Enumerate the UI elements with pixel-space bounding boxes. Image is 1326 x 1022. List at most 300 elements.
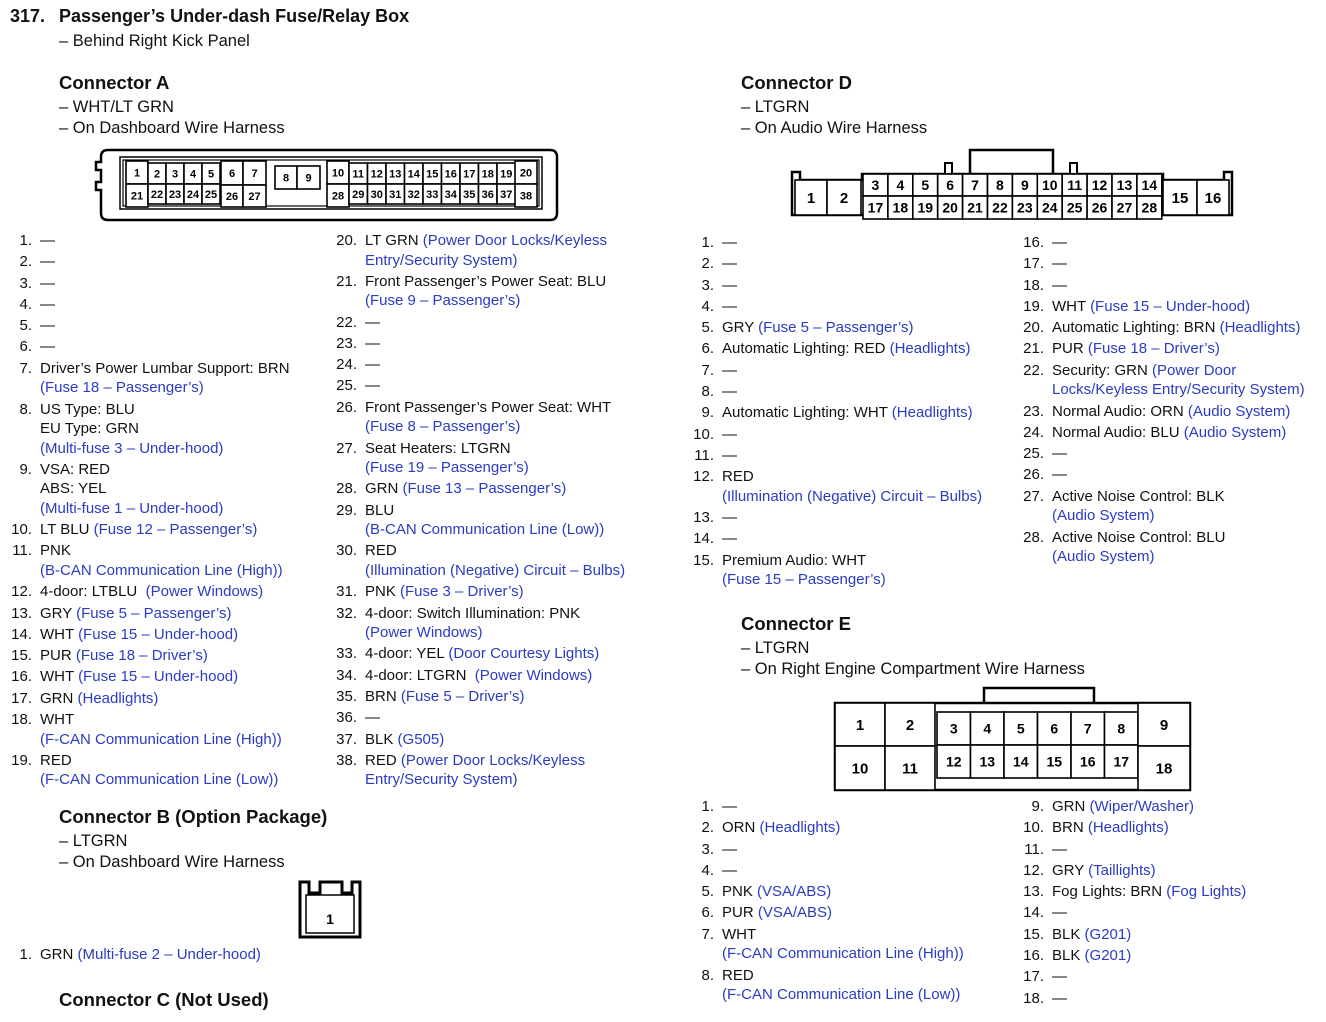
pin-list-item	[320, 541, 625, 580]
pin-list-item	[0, 541, 290, 580]
pin-label: 20	[942, 199, 958, 216]
circuit-reference: (F-CAN Communication Line (Low))	[40, 771, 279, 789]
pin-list-item	[0, 316, 290, 336]
wire-description: —	[40, 338, 55, 356]
circuit-reference: (Headlights)	[889, 340, 971, 358]
pin-label: 11	[902, 760, 918, 778]
pin-list-item	[680, 508, 982, 528]
connector-a-pin-list-2	[320, 231, 625, 792]
pin-number: 21.	[1023, 340, 1044, 358]
pin-list-item	[680, 925, 964, 964]
pin-number: 34.	[336, 666, 357, 684]
wire-description: —	[1052, 968, 1067, 986]
circuit-reference: (Audio System)	[1187, 402, 1291, 420]
pin-label: 5	[1016, 720, 1025, 737]
pin-number: 7.	[701, 925, 714, 943]
pin-label: 30	[370, 188, 383, 201]
pin-list-item	[0, 520, 290, 540]
connector-e-heading: Connector E	[741, 613, 851, 634]
connector-d-latch	[970, 150, 1053, 174]
wire-description: 4-door: LTGRN	[365, 666, 475, 684]
pin-list-item	[1000, 254, 1305, 274]
pin-list-item	[680, 425, 982, 445]
pin-label: 7	[1083, 720, 1092, 737]
pin-label: 7	[971, 177, 979, 194]
circuit-reference: (G201)	[1084, 947, 1132, 965]
wire-description: WHT	[722, 925, 757, 943]
pin-list-item	[320, 604, 625, 643]
circuit-reference: (Multi-fuse 2 – Under-hood)	[77, 946, 261, 963]
wire-description: VSA: RED	[40, 460, 111, 478]
pin-number: 9.	[19, 460, 32, 478]
connector-a-heading: Connector A	[59, 72, 170, 93]
pin-label: 23	[1017, 199, 1033, 216]
wire-description: Automatic Lighting: RED	[722, 340, 890, 358]
pin-label: 4	[983, 720, 992, 737]
pin-label: 35	[463, 188, 476, 201]
wire-description: GRN	[1052, 798, 1090, 815]
page-subtitle: – Behind Right Kick Panel	[59, 32, 250, 50]
pin-list-item	[0, 252, 290, 272]
pin-number: 24.	[1023, 423, 1044, 441]
circuit-reference: (F-CAN Communication Line (High))	[40, 730, 282, 748]
pin-label: 32	[407, 188, 420, 201]
pin-number: 1.	[701, 798, 714, 815]
wire-description: GRY	[40, 604, 77, 622]
pin-label: 36	[481, 188, 494, 201]
wire-description: Normal Audio: BLU	[1052, 423, 1184, 441]
wire-description: Normal Audio: ORN	[1052, 402, 1188, 420]
pin-list-item	[0, 945, 261, 965]
pin-number: 10.	[11, 521, 32, 539]
wire-description: 4-door: YEL	[365, 645, 449, 663]
pin-list-item	[1000, 233, 1305, 253]
wire-description: Front Passenger’s Power Seat: WHT	[365, 398, 612, 416]
pin-label: 8	[996, 177, 1004, 194]
pin-number: 1.	[19, 946, 32, 963]
connector-b-harness: – On Dashboard Wire Harness	[59, 853, 285, 871]
pin-label: 16	[1204, 189, 1222, 207]
connector-d-pin-list-2	[1000, 233, 1305, 568]
pin-number: 35.	[336, 687, 357, 705]
pin-number: 37.	[336, 730, 357, 748]
pin-list-item	[1000, 946, 1246, 966]
pin-label: 33	[426, 188, 439, 201]
pin-list-item	[1000, 528, 1305, 567]
wire-description: —	[722, 276, 737, 294]
pin-label: 28	[1141, 199, 1158, 216]
connector-a-color: – WHT/LT GRN	[59, 98, 174, 116]
pin-list-item	[0, 400, 290, 459]
pin-number: 38.	[336, 751, 357, 769]
pin-number: 8.	[19, 400, 32, 418]
wire-description: RED	[722, 468, 754, 486]
circuit-reference: (Door Courtesy Lights)	[448, 645, 600, 663]
pin-list-item	[680, 861, 964, 881]
circuit-reference: (Headlights)	[759, 819, 841, 837]
pin-label: 2	[839, 189, 849, 207]
pin-label: 5	[207, 168, 215, 181]
wire-description: —	[1052, 840, 1067, 858]
circuit-reference: (Power Door Locks/Keyless	[400, 751, 586, 769]
connector-b-housing	[300, 882, 360, 937]
pin-label: 34	[444, 188, 457, 201]
connector-d-key	[945, 163, 952, 174]
circuit-reference: (Fuse 18 – Passenger’s)	[40, 379, 204, 397]
pin-number: 7.	[701, 361, 714, 379]
pin-list-item	[320, 355, 625, 375]
wire-description: BRN	[1052, 819, 1088, 837]
pin-list-item	[680, 818, 964, 838]
wire-description: —	[722, 798, 737, 815]
pin-list-item	[0, 460, 290, 519]
wire-description: US Type: BLU	[40, 400, 135, 418]
pin-list-item	[0, 582, 290, 602]
pin-number: 17.	[1023, 968, 1044, 986]
pin-label: 8	[282, 172, 290, 185]
pin-number: 3.	[19, 274, 32, 292]
circuit-reference: (Fuse 13 – Passenger’s)	[402, 480, 567, 498]
pin-number: 26.	[1023, 466, 1044, 484]
pin-list-item	[1000, 339, 1305, 359]
pin-list-item	[1000, 903, 1246, 923]
pin-label: 4	[189, 168, 197, 181]
pin-number: 4.	[701, 297, 714, 315]
pin-label: 1	[326, 911, 334, 927]
pin-label: 29	[352, 188, 365, 201]
circuit-reference: (Headlights)	[77, 689, 159, 707]
connector-d-pin-list-1	[680, 233, 982, 591]
wire-description: RED	[40, 751, 72, 769]
pin-list-item	[320, 272, 625, 311]
pin-list-item	[1000, 276, 1305, 296]
pin-label: 21	[967, 199, 983, 216]
wire-description: WHT	[40, 668, 79, 686]
pin-number: 36.	[336, 709, 357, 727]
pin-number: 14.	[1023, 904, 1044, 922]
pin-label: 11	[1067, 177, 1083, 194]
pin-label: 24	[186, 188, 200, 201]
pin-list-item	[1000, 882, 1246, 902]
pin-number: 28.	[1023, 528, 1044, 546]
pin-label: 14	[1012, 753, 1029, 770]
pin-number: 2.	[701, 255, 714, 273]
circuit-reference: (F-CAN Communication Line (High))	[722, 945, 964, 963]
pin-list-item	[320, 751, 625, 790]
pin-list-item	[0, 359, 290, 398]
pin-number: 22.	[336, 313, 357, 331]
pin-number: 2.	[701, 819, 714, 837]
circuit-reference: (Multi-fuse 1 – Under-hood)	[40, 499, 224, 517]
circuit-reference: (Audio System)	[1052, 548, 1155, 566]
pin-list-item	[320, 439, 625, 478]
pin-list-item	[1000, 361, 1305, 400]
pin-label: 25	[1066, 199, 1083, 216]
circuit-reference: (Headlights)	[1219, 319, 1301, 337]
wire-description: PNK	[40, 542, 71, 560]
pin-number: 18.	[1023, 276, 1044, 294]
pin-label: 21	[130, 190, 144, 203]
circuit-reference: (Fuse 5 – Passenger’s)	[76, 604, 232, 622]
pin-label: 12	[370, 168, 383, 181]
circuit-reference: (Fuse 18 – Driver’s)	[1087, 340, 1220, 358]
wire-description: —	[722, 383, 737, 401]
pin-number: 16.	[11, 668, 32, 686]
connector-c-heading: Connector C (Not Used)	[59, 989, 269, 1010]
wire-description: —	[365, 313, 380, 331]
wire-description: —	[722, 840, 737, 858]
wire-description: 4-door: LTBLU	[40, 583, 146, 601]
wire-description: RED	[365, 542, 397, 560]
circuit-reference: (Illumination (Negative) Circuit – Bulbs)	[722, 487, 983, 505]
pin-list-item	[320, 479, 625, 499]
pin-list-item	[680, 361, 982, 381]
wire-description: BLK	[1052, 925, 1085, 943]
pin-list-item	[1000, 818, 1246, 838]
connector-e-color: – LTGRN	[741, 639, 810, 657]
wire-description: BRN	[365, 687, 401, 705]
pin-number: 33.	[336, 645, 357, 663]
pin-label: 38	[519, 190, 533, 203]
pin-list-item	[0, 667, 290, 687]
circuit-reference: (Multi-fuse 3 – Under-hood)	[40, 439, 224, 457]
wire-description: Automatic Lighting: BRN	[1052, 319, 1220, 337]
circuit-reference: (Fuse 12 – Passenger’s)	[93, 521, 258, 539]
pin-number: 8.	[701, 383, 714, 401]
pin-number: 27.	[336, 439, 357, 457]
pin-list-item	[680, 382, 982, 402]
pin-list-item	[320, 644, 625, 664]
pin-list-item	[680, 467, 982, 506]
pin-label: 13	[389, 168, 402, 181]
pin-label: 15	[1171, 189, 1189, 207]
pin-list-item	[0, 710, 290, 749]
pin-number: 18.	[1023, 989, 1044, 1007]
pin-list-item	[320, 398, 625, 437]
wire-description: —	[1052, 276, 1067, 294]
pin-list-item	[1000, 989, 1246, 1009]
circuit-reference: (Fuse 15 – Passenger’s)	[722, 571, 886, 589]
pin-label: 27	[1116, 199, 1133, 216]
wire-description: —	[722, 509, 737, 527]
pin-number: 23.	[336, 334, 357, 352]
pin-label: 10	[331, 167, 345, 180]
pin-list-item	[680, 903, 964, 923]
pin-list-item	[0, 646, 290, 666]
pin-list-item	[0, 295, 290, 315]
wire-description: —	[722, 425, 737, 443]
wire-description: —	[40, 295, 55, 313]
circuit-reference: (Fuse 18 – Driver’s)	[75, 647, 208, 665]
wire-description: LT GRN	[365, 232, 423, 249]
pin-number: 16.	[1023, 947, 1044, 965]
wire-description: ORN	[722, 819, 760, 837]
connector-a-harness: – On Dashboard Wire Harness	[59, 119, 285, 137]
circuit-reference: (Headlights)	[891, 404, 973, 422]
pin-list-item	[680, 254, 982, 274]
pin-label: 14	[407, 168, 420, 181]
wire-description: Active Noise Control: BLK	[1052, 487, 1225, 505]
pin-list-item	[320, 730, 625, 750]
circuit-reference: (VSA/ABS)	[757, 904, 833, 922]
wire-description: Seat Heaters: LTGRN	[365, 439, 511, 457]
wire-description: PUR	[40, 647, 76, 665]
wire-description: —	[1052, 466, 1067, 484]
pin-number: 5.	[701, 883, 714, 901]
pin-label: 27	[248, 190, 261, 203]
wire-description: PUR	[1052, 340, 1088, 358]
circuit-reference: (Power Windows)	[474, 666, 593, 684]
pin-label: 9	[1159, 716, 1169, 734]
pin-number: 7.	[19, 359, 32, 377]
circuit-reference: (Power Door	[1152, 361, 1237, 379]
circuit-reference: (Fuse 9 – Passenger’s)	[365, 292, 521, 310]
wire-description: —	[1052, 234, 1067, 251]
pin-number: 11.	[12, 542, 32, 560]
pin-list-item	[1000, 402, 1305, 422]
pin-list-item	[680, 551, 982, 590]
pin-label: 16	[1079, 753, 1096, 770]
wire-description: GRN	[40, 946, 78, 963]
wire-description: GRN	[40, 689, 78, 707]
pin-label: 5	[921, 177, 930, 194]
pin-label: 22	[150, 188, 164, 201]
pin-number: 6.	[19, 338, 32, 356]
wire-description: —	[40, 232, 55, 249]
pin-number: 27.	[1023, 487, 1044, 505]
pin-list-item	[680, 797, 964, 817]
circuit-reference: (G505)	[397, 730, 445, 748]
pin-label: 15	[426, 168, 439, 181]
wire-description: PNK	[722, 883, 758, 901]
pin-list-item	[320, 687, 625, 707]
connector-b-heading: Connector B (Option Package)	[59, 806, 328, 827]
circuit-reference: (Wiper/Washer)	[1089, 798, 1194, 815]
pin-number: 32.	[336, 604, 357, 622]
pin-number: 20.	[1023, 319, 1044, 337]
wire-description: Driver’s Power Lumbar Support: BRN	[40, 359, 290, 377]
wire-description: WHT	[40, 625, 79, 643]
pin-label: 2	[905, 716, 915, 734]
pin-list-item	[1000, 861, 1246, 881]
wire-description: GRN	[365, 480, 403, 498]
pin-number: 9.	[701, 404, 714, 422]
pin-label: 3	[949, 720, 958, 737]
pin-list-item	[680, 233, 982, 253]
pin-number: 9.	[1031, 798, 1044, 815]
connector-d-color: – LTGRN	[741, 98, 810, 116]
circuit-reference: (Headlights)	[1087, 819, 1169, 837]
pin-number: 28.	[336, 480, 357, 498]
pin-list-item	[680, 318, 982, 338]
pin-list-item	[0, 689, 290, 709]
pin-list-item	[320, 334, 625, 354]
pin-label: 10	[851, 760, 869, 778]
wire-description: GRY	[722, 319, 759, 337]
pin-label: 17	[867, 199, 884, 216]
wire-description: —	[1052, 989, 1067, 1007]
wire-description: Security: GRN	[1052, 361, 1153, 379]
circuit-reference: (Power Door Locks/Keyless	[422, 232, 608, 249]
pin-number: 8.	[701, 966, 714, 984]
pin-number: 10.	[693, 425, 714, 443]
wire-description: EU Type: GRN	[40, 420, 139, 438]
pin-list-item	[680, 403, 982, 423]
pin-number: 21.	[336, 272, 357, 290]
pin-label: 6	[946, 177, 955, 194]
pin-number: 13.	[693, 509, 714, 527]
pin-number: 25.	[1023, 445, 1044, 463]
connector-d-key	[1070, 163, 1077, 174]
pin-label: 17	[463, 168, 476, 181]
pin-number: 20.	[336, 232, 357, 249]
pin-number: 24.	[336, 356, 357, 374]
wire-description: —	[40, 274, 55, 292]
pin-label: 28	[331, 190, 345, 203]
pin-list-item	[0, 751, 290, 790]
pin-label: 6	[1050, 720, 1059, 737]
wire-description: —	[722, 361, 737, 379]
wire-description: —	[722, 297, 737, 315]
pin-label: 23	[168, 188, 182, 201]
pin-number: 13.	[1023, 883, 1044, 901]
pin-number: 10.	[1023, 819, 1044, 837]
connector-e-pin-list-1	[680, 797, 964, 1006]
pin-number: 5.	[19, 317, 32, 335]
pin-list-item	[1000, 487, 1305, 526]
wire-description: —	[40, 317, 55, 335]
pin-list-item	[320, 313, 625, 333]
circuit-reference: (Illumination (Negative) Circuit – Bulbs)	[365, 561, 626, 579]
circuit-reference: (F-CAN Communication Line (Low))	[722, 986, 961, 1004]
pin-label: 7	[251, 167, 258, 180]
pin-list-item	[0, 231, 290, 251]
pin-label: 26	[1091, 199, 1108, 216]
pin-number: 22.	[1023, 361, 1044, 379]
wire-description: LT BLU	[40, 521, 94, 539]
wire-description: ABS: YEL	[40, 480, 107, 498]
pin-number: 11.	[1024, 840, 1044, 858]
pin-label: 24	[1041, 199, 1058, 216]
circuit-reference: (Fuse 3 – Driver’s)	[400, 583, 524, 601]
wire-description: —	[365, 356, 380, 374]
wire-description: —	[722, 234, 737, 251]
pin-list-item	[320, 666, 625, 686]
pin-label: 25	[204, 188, 218, 201]
wire-description: —	[1052, 255, 1067, 273]
wire-description: Front Passenger’s Power Seat: BLU	[365, 272, 607, 290]
circuit-reference: (G201)	[1084, 925, 1132, 943]
pin-number: 3.	[701, 840, 714, 858]
pin-list-item	[1000, 318, 1305, 338]
connector-b-color: – LTGRN	[59, 832, 128, 850]
pin-label: 9	[1020, 177, 1029, 194]
wire-description: 4-door: Switch Illumination: PNK	[365, 604, 581, 622]
circuit-reference: Locks/Keyless Entry/Security System)	[1052, 381, 1305, 399]
wire-description: PNK	[365, 583, 401, 601]
pin-list-item	[320, 708, 625, 728]
circuit-reference: Entry/Security System)	[365, 771, 518, 789]
pin-list-item	[680, 339, 982, 359]
pin-number: 6.	[701, 904, 714, 922]
pin-number: 30.	[336, 542, 357, 560]
pin-number: 2.	[19, 253, 32, 271]
pin-list-item	[0, 337, 290, 357]
wire-description: WHT	[1052, 297, 1091, 315]
wire-description: RED	[365, 751, 401, 769]
pin-number: 31.	[336, 583, 357, 601]
circuit-reference: (Fog Lights)	[1166, 883, 1247, 901]
